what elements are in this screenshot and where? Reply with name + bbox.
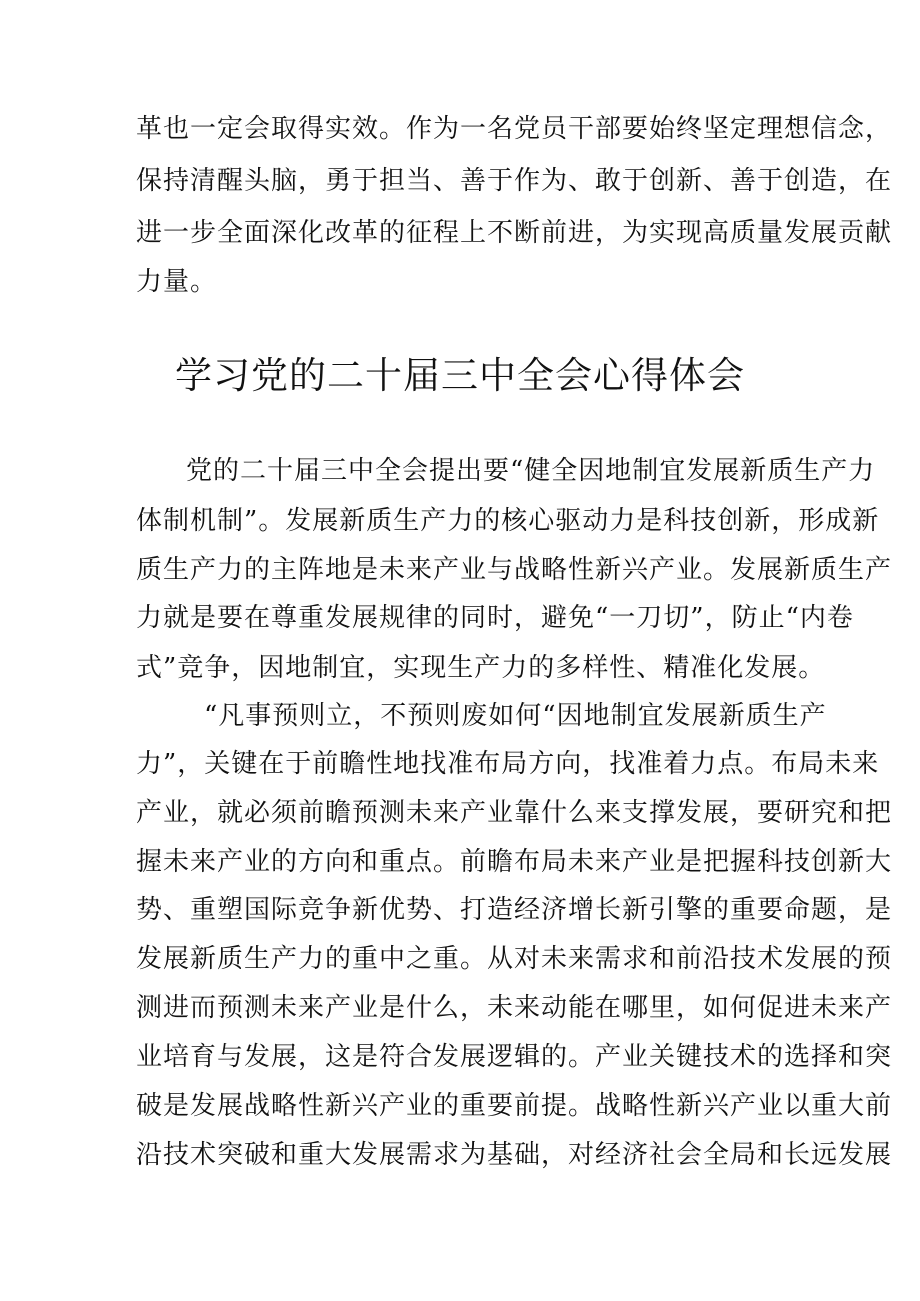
text-line: 沿技术突破和重大发展需求为基础，对经济社会全局和长远发展	[136, 1140, 893, 1170]
text-line: 势、重塑国际竞争新优势、打造经济增长新引擎的重要命题，是	[136, 895, 893, 925]
text-line: “凡事预则立，不预则废如何“因地制宜发展新质生产	[204, 701, 827, 731]
text-line: 保持清醒头脑，勇于担当、善于作为、敢于创新、善于创造，在	[136, 166, 893, 196]
text-line: 质生产力的主阵地是未来产业与战略性新兴产业。发展新质生产	[136, 555, 893, 585]
text-line: 握未来产业的方向和重点。前瞻布局未来产业是把握科技创新大	[136, 847, 893, 877]
document-title: 学习党的二十届三中全会心得体会	[175, 354, 745, 397]
text-line: 发展新质生产力的重中之重。从对未来需求和前沿技术发展的预	[136, 944, 893, 974]
text-line: 党的二十届三中全会提出要“健全因地制宜发展新质生产力	[186, 456, 876, 486]
text-line: 测进而预测未来产业是什么，未来动能在哪里，如何促进未来产	[136, 993, 893, 1023]
text-line: 革也一定会取得实效。作为一名党员干部要始终坚定理想信念，	[136, 114, 893, 144]
text-line: 业培育与发展，这是符合发展逻辑的。产业关键技术的选择和突	[136, 1042, 893, 1072]
text-line: 力就是要在尊重发展规律的同时，避免“一刀切”，防止“内卷	[136, 603, 854, 633]
text-line: 进一步全面深化改革的征程上不断前进，为实现高质量发展贡献	[136, 218, 893, 248]
text-line: 破是发展战略性新兴产业的重要前提。战略性新兴产业以重大前	[136, 1091, 893, 1121]
text-line: 体制机制”。发展新质生产力的核心驱动力是科技创新，形成新	[136, 506, 880, 536]
text-line: 产业，就必须前瞻预测未来产业靠什么来支撑发展，要研究和把	[136, 798, 893, 828]
text-line: 式”竞争，因地制宜，实现生产力的多样性、精准化发展。	[136, 653, 826, 683]
text-line: 力量。	[136, 267, 218, 297]
text-line: 力”，关键在于前瞻性地找准布局方向，找准着力点。布局未来	[136, 749, 880, 779]
